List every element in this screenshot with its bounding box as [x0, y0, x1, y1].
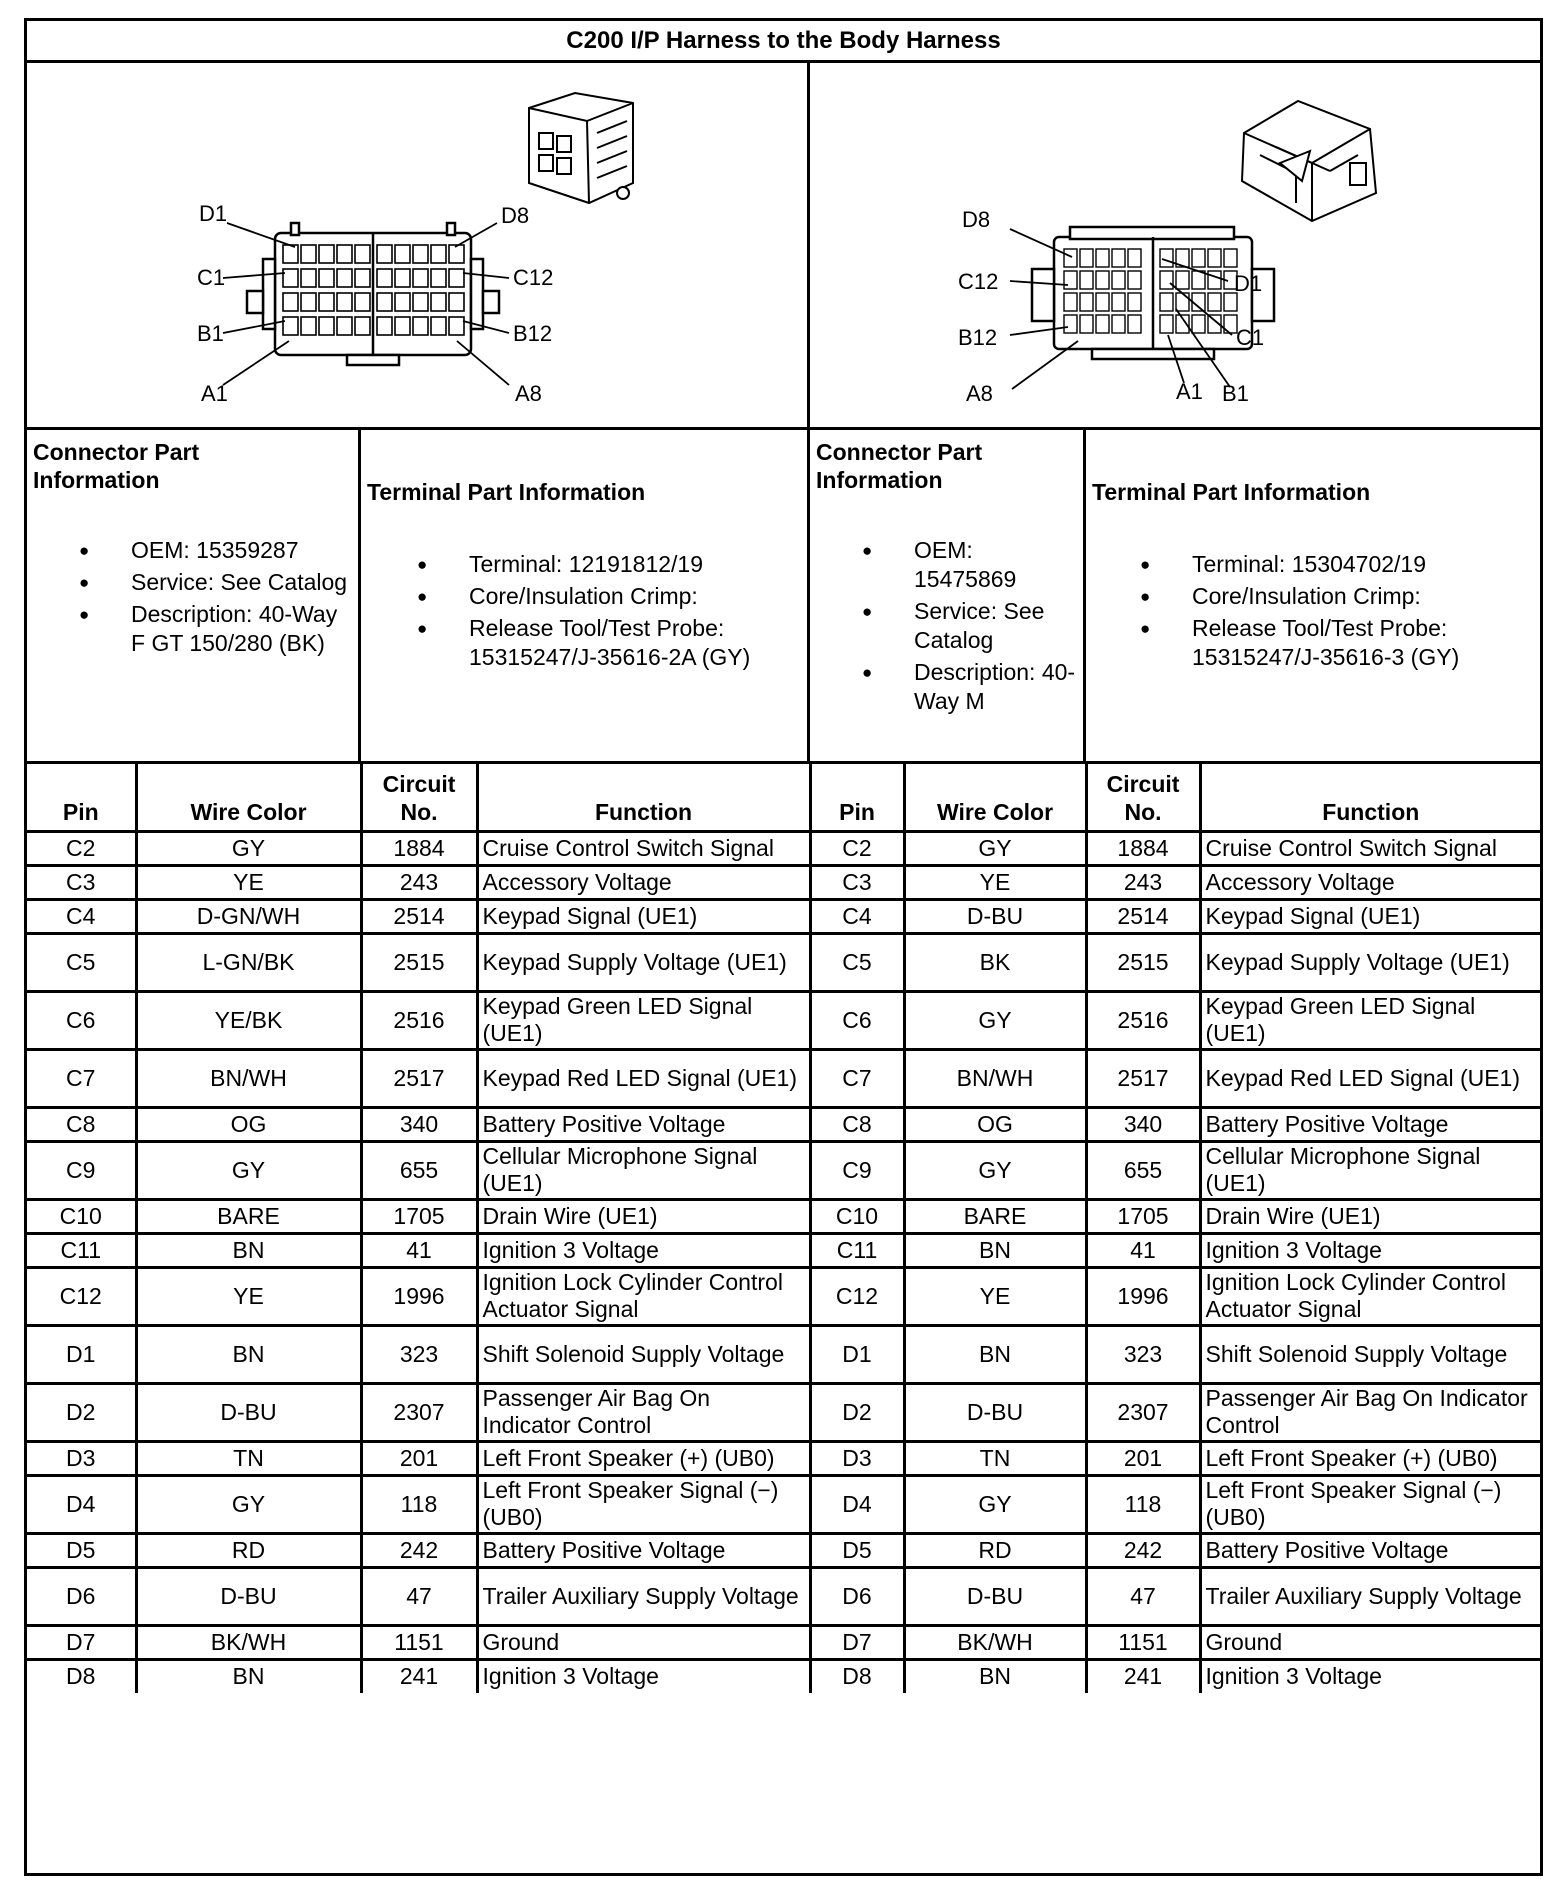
table-row: [27, 1325, 1540, 1383]
circuit-cell: 2516: [361, 991, 477, 1049]
list-item: ● OEM: 15359287: [131, 536, 353, 565]
pin-cell: C2: [27, 831, 136, 865]
table-row: [27, 1567, 1540, 1625]
function-cell: Passenger Air Bag On Indicator Control: [1200, 1383, 1540, 1441]
connector-part-info-list: [914, 536, 1079, 719]
wire-color-cell: BN/WH: [904, 1049, 1086, 1107]
function-cell: Ignition Lock Cylinder Control Actuator Signal: [1200, 1267, 1540, 1325]
wire-color-cell: D-BU: [904, 1383, 1086, 1441]
function-cell: Cruise Control Switch Signal: [477, 831, 810, 865]
terminal-part-info-title: Terminal Part Information: [367, 479, 646, 505]
wire-color-cell: TN: [904, 1441, 1086, 1475]
table-row: [27, 1659, 1540, 1693]
header-function: Function: [1200, 764, 1540, 831]
table-header-row: [27, 764, 1540, 831]
circuit-cell: 1151: [361, 1625, 477, 1659]
header-pin: Pin: [810, 764, 904, 831]
circuit-cell: 1151: [1086, 1625, 1200, 1659]
pin-cell: D8: [27, 1659, 136, 1693]
connector-diagrams: [27, 63, 1540, 430]
circuit-cell: 241: [1086, 1659, 1200, 1693]
pin-cell: D3: [27, 1441, 136, 1475]
circuit-cell: 1884: [1086, 831, 1200, 865]
table-row: [27, 1199, 1540, 1233]
pin-cell: C7: [810, 1049, 904, 1107]
pin-cell: D4: [810, 1475, 904, 1533]
function-cell: Ignition 3 Voltage: [477, 1233, 810, 1267]
circuit-cell: 2514: [1086, 899, 1200, 933]
pinout-table-body: [27, 831, 1540, 1693]
wire-color-cell: YE: [904, 1267, 1086, 1325]
function-cell: Ignition 3 Voltage: [1200, 1233, 1540, 1267]
table-row: [27, 1049, 1540, 1107]
terminal-part-info-list: [469, 550, 804, 675]
function-cell: Trailer Auxiliary Supply Voltage: [477, 1567, 810, 1625]
function-cell: Keypad Green LED Signal (UE1): [477, 991, 810, 1049]
pin-cell: C11: [810, 1233, 904, 1267]
wire-color-cell: BK: [904, 933, 1086, 991]
label-c12: C12: [958, 269, 999, 294]
connector-part-info-left: [27, 430, 361, 761]
circuit-cell: 1996: [361, 1267, 477, 1325]
terminal-part-info-right: [1086, 430, 1540, 761]
pin-cell: C5: [810, 933, 904, 991]
wire-color-cell: GY: [136, 1141, 361, 1199]
pin-cell: C12: [27, 1267, 136, 1325]
function-cell: Ignition 3 Voltage: [1200, 1659, 1540, 1693]
list-item: ● Release Tool/Test Probe: 15315247/J-35616-2A (GY): [469, 614, 804, 672]
wire-color-cell: GY: [904, 1475, 1086, 1533]
wire-color-cell: BN: [904, 1659, 1086, 1693]
table-row: [27, 991, 1540, 1049]
circuit-cell: 2517: [1086, 1049, 1200, 1107]
list-item: ● Service: See Catalog: [131, 568, 353, 597]
circuit-cell: 47: [1086, 1567, 1200, 1625]
list-item: ● Core/Insulation Crimp:: [469, 582, 804, 611]
table-row: [27, 1107, 1540, 1141]
circuit-cell: 201: [1086, 1441, 1200, 1475]
terminal-part-info-left: [361, 430, 810, 761]
circuit-cell: 323: [1086, 1325, 1200, 1383]
wire-color-cell: BN: [904, 1233, 1086, 1267]
wire-color-cell: BN: [136, 1233, 361, 1267]
header-circuit: Circuit No.: [1086, 764, 1200, 831]
wire-color-cell: BN/WH: [136, 1049, 361, 1107]
circuit-cell: 2307: [361, 1383, 477, 1441]
table-row: [27, 1233, 1540, 1267]
wire-color-cell: TN: [136, 1441, 361, 1475]
circuit-cell: 1996: [1086, 1267, 1200, 1325]
function-cell: Cruise Control Switch Signal: [1200, 831, 1540, 865]
circuit-cell: 655: [1086, 1141, 1200, 1199]
circuit-cell: 41: [361, 1233, 477, 1267]
pin-cell: D5: [810, 1533, 904, 1567]
circuit-cell: 201: [361, 1441, 477, 1475]
pin-cell: C9: [27, 1141, 136, 1199]
function-cell: Battery Positive Voltage: [477, 1107, 810, 1141]
circuit-cell: 242: [1086, 1533, 1200, 1567]
table-row: [27, 1533, 1540, 1567]
wire-color-cell: D-GN/WH: [136, 899, 361, 933]
terminal-part-info-title: Terminal Part Information: [1092, 479, 1371, 505]
female-connector-drawing: [27, 63, 807, 427]
pin-cell: C10: [27, 1199, 136, 1233]
wire-color-cell: D-BU: [136, 1383, 361, 1441]
circuit-cell: 243: [1086, 865, 1200, 899]
function-cell: Keypad Supply Voltage (UE1): [477, 933, 810, 991]
function-cell: Keypad Signal (UE1): [477, 899, 810, 933]
connector-part-info-right: [810, 430, 1086, 761]
circuit-cell: 118: [361, 1475, 477, 1533]
table-row: [27, 865, 1540, 899]
label-b12: B12: [958, 325, 998, 350]
pin-cell: D1: [27, 1325, 136, 1383]
connector-part-info-list: [131, 536, 353, 661]
table-row: [27, 899, 1540, 933]
pin-cell: D1: [810, 1325, 904, 1383]
label-c1: C1: [1236, 325, 1265, 350]
label-a8: A8: [515, 381, 542, 406]
list-item: ● Terminal: 12191812/19: [469, 550, 804, 579]
pin-cell: C12: [810, 1267, 904, 1325]
pin-cell: C10: [810, 1199, 904, 1233]
pinout-table: [27, 764, 1540, 1693]
wire-color-cell: YE: [136, 1267, 361, 1325]
circuit-cell: 1884: [361, 831, 477, 865]
function-cell: Passenger Air Bag On Indicator Control: [477, 1383, 810, 1441]
pin-cell: C7: [27, 1049, 136, 1107]
header-circuit: Circuit No.: [361, 764, 477, 831]
label-b1: B1: [197, 321, 224, 346]
wire-color-cell: YE: [136, 865, 361, 899]
list-item: ● Terminal: 15304702/19: [1192, 550, 1532, 579]
label-d1: D1: [1234, 271, 1263, 296]
pin-cell: D6: [27, 1567, 136, 1625]
header-pin: Pin: [27, 764, 136, 831]
function-cell: Trailer Auxiliary Supply Voltage: [1200, 1567, 1540, 1625]
wire-color-cell: RD: [136, 1533, 361, 1567]
function-cell: Cellular Microphone Signal (UE1): [477, 1141, 810, 1199]
function-cell: Ground: [477, 1625, 810, 1659]
circuit-cell: 242: [361, 1533, 477, 1567]
list-item: ● Release Tool/Test Probe: 15315247/J-35616-3 (GY): [1192, 614, 1532, 672]
pin-cell: D2: [810, 1383, 904, 1441]
list-item: ● OEM: 15475869: [914, 536, 1079, 594]
wire-color-cell: D-BU: [904, 1567, 1086, 1625]
wire-color-cell: D-BU: [136, 1567, 361, 1625]
function-cell: Keypad Red LED Signal (UE1): [1200, 1049, 1540, 1107]
circuit-cell: 2517: [361, 1049, 477, 1107]
function-cell: Accessory Voltage: [1200, 865, 1540, 899]
label-d8: D8: [962, 207, 991, 232]
connector-part-info-title: Connector Part Information: [816, 439, 983, 493]
terminal-part-info-list: [1192, 550, 1532, 675]
list-item: ● Description: 40-Way M: [914, 658, 1079, 716]
function-cell: Left Front Speaker Signal (−) (UB0): [1200, 1475, 1540, 1533]
function-cell: Ignition 3 Voltage: [477, 1659, 810, 1693]
table-row: [27, 1441, 1540, 1475]
wire-color-cell: GY: [904, 1141, 1086, 1199]
function-cell: Keypad Red LED Signal (UE1): [477, 1049, 810, 1107]
label-c1: C1: [197, 265, 226, 290]
circuit-cell: 323: [361, 1325, 477, 1383]
pin-cell: C8: [27, 1107, 136, 1141]
pin-cell: C8: [810, 1107, 904, 1141]
wire-color-cell: OG: [904, 1107, 1086, 1141]
male-connector-3d-view: [1242, 101, 1376, 221]
table-row: [27, 1475, 1540, 1533]
function-cell: Ground: [1200, 1625, 1540, 1659]
sheet-title: C200 I/P Harness to the Body Harness: [27, 21, 1540, 63]
function-cell: Battery Positive Voltage: [477, 1533, 810, 1567]
pin-cell: C6: [27, 991, 136, 1049]
pin-cell: C9: [810, 1141, 904, 1199]
female-connector-diagram: [27, 63, 810, 427]
circuit-cell: 340: [1086, 1107, 1200, 1141]
function-cell: Keypad Green LED Signal (UE1): [1200, 991, 1540, 1049]
wire-color-cell: BK/WH: [136, 1625, 361, 1659]
circuit-cell: 1705: [361, 1199, 477, 1233]
pin-cell: C4: [27, 899, 136, 933]
wire-color-cell: BN: [136, 1325, 361, 1383]
connector-part-info-title: Connector Part Information: [33, 439, 200, 493]
list-item: ● Service: See Catalog: [914, 597, 1079, 655]
table-row: [27, 1141, 1540, 1199]
pin-cell: D2: [27, 1383, 136, 1441]
function-cell: Accessory Voltage: [477, 865, 810, 899]
pin-cell: C3: [27, 865, 136, 899]
header-wire-color: Wire Color: [136, 764, 361, 831]
function-cell: Battery Positive Voltage: [1200, 1533, 1540, 1567]
label-a1: A1: [1176, 379, 1203, 404]
wire-color-cell: BN: [136, 1659, 361, 1693]
wire-color-cell: BARE: [136, 1199, 361, 1233]
table-row: [27, 1625, 1540, 1659]
circuit-cell: 2514: [361, 899, 477, 933]
function-cell: Left Front Speaker (+) (UB0): [477, 1441, 810, 1475]
table-row: [27, 933, 1540, 991]
circuit-cell: 47: [361, 1567, 477, 1625]
circuit-cell: 2307: [1086, 1383, 1200, 1441]
part-information-row: [27, 430, 1540, 764]
circuit-cell: 241: [361, 1659, 477, 1693]
wire-color-cell: YE/BK: [136, 991, 361, 1049]
wire-color-cell: OG: [136, 1107, 361, 1141]
circuit-cell: 1705: [1086, 1199, 1200, 1233]
pin-cell: C4: [810, 899, 904, 933]
label-c12: C12: [513, 265, 554, 290]
circuit-cell: 41: [1086, 1233, 1200, 1267]
label-a1: A1: [201, 381, 228, 406]
wire-color-cell: GY: [136, 831, 361, 865]
function-cell: Ignition Lock Cylinder Control Actuator Signal: [477, 1267, 810, 1325]
wire-color-cell: BN: [904, 1325, 1086, 1383]
pin-cell: C3: [810, 865, 904, 899]
label-b12: B12: [513, 321, 553, 346]
wire-color-cell: L-GN/BK: [136, 933, 361, 991]
wire-color-cell: GY: [136, 1475, 361, 1533]
wire-color-cell: GY: [904, 991, 1086, 1049]
function-cell: Shift Solenoid Supply Voltage: [477, 1325, 810, 1383]
wire-color-cell: GY: [904, 831, 1086, 865]
function-cell: Drain Wire (UE1): [477, 1199, 810, 1233]
circuit-cell: 2515: [361, 933, 477, 991]
wire-color-cell: RD: [904, 1533, 1086, 1567]
pin-cell: D8: [810, 1659, 904, 1693]
pin-cell: D3: [810, 1441, 904, 1475]
function-cell: Left Front Speaker Signal (−) (UB0): [477, 1475, 810, 1533]
circuit-cell: 118: [1086, 1475, 1200, 1533]
male-connector-diagram: [810, 63, 1540, 427]
function-cell: Keypad Signal (UE1): [1200, 899, 1540, 933]
function-cell: Shift Solenoid Supply Voltage: [1200, 1325, 1540, 1383]
list-item: ● Core/Insulation Crimp:: [1192, 582, 1532, 611]
header-wire-color: Wire Color: [904, 764, 1086, 831]
circuit-cell: 340: [361, 1107, 477, 1141]
function-cell: Cellular Microphone Signal (UE1): [1200, 1141, 1540, 1199]
wire-color-cell: BARE: [904, 1199, 1086, 1233]
header-function: Function: [477, 764, 810, 831]
male-connector-drawing: [810, 63, 1540, 427]
function-cell: Keypad Supply Voltage (UE1): [1200, 933, 1540, 991]
label-a8: A8: [966, 381, 993, 406]
label-b1: B1: [1222, 381, 1249, 406]
wire-color-cell: D-BU: [904, 899, 1086, 933]
female-connector-3d-view: [529, 93, 633, 203]
wire-color-cell: BK/WH: [904, 1625, 1086, 1659]
function-cell: Battery Positive Voltage: [1200, 1107, 1540, 1141]
connector-sheet: [24, 18, 1543, 1876]
pin-cell: D4: [27, 1475, 136, 1533]
pin-cell: C5: [27, 933, 136, 991]
pin-cell: D5: [27, 1533, 136, 1567]
label-d8: D8: [501, 203, 530, 228]
pin-cell: C11: [27, 1233, 136, 1267]
circuit-cell: 2516: [1086, 991, 1200, 1049]
function-cell: Drain Wire (UE1): [1200, 1199, 1540, 1233]
label-d1: D1: [199, 201, 228, 226]
function-cell: Left Front Speaker (+) (UB0): [1200, 1441, 1540, 1475]
circuit-cell: 243: [361, 865, 477, 899]
list-item: ● Description: 40-Way F GT 150/280 (BK): [131, 600, 353, 658]
wire-color-cell: YE: [904, 865, 1086, 899]
pin-cell: D7: [810, 1625, 904, 1659]
pin-cell: C6: [810, 991, 904, 1049]
pin-cell: D6: [810, 1567, 904, 1625]
pin-cell: D7: [27, 1625, 136, 1659]
table-row: [27, 831, 1540, 865]
circuit-cell: 2515: [1086, 933, 1200, 991]
table-row: [27, 1267, 1540, 1325]
pin-cell: C2: [810, 831, 904, 865]
circuit-cell: 655: [361, 1141, 477, 1199]
table-row: [27, 1383, 1540, 1441]
